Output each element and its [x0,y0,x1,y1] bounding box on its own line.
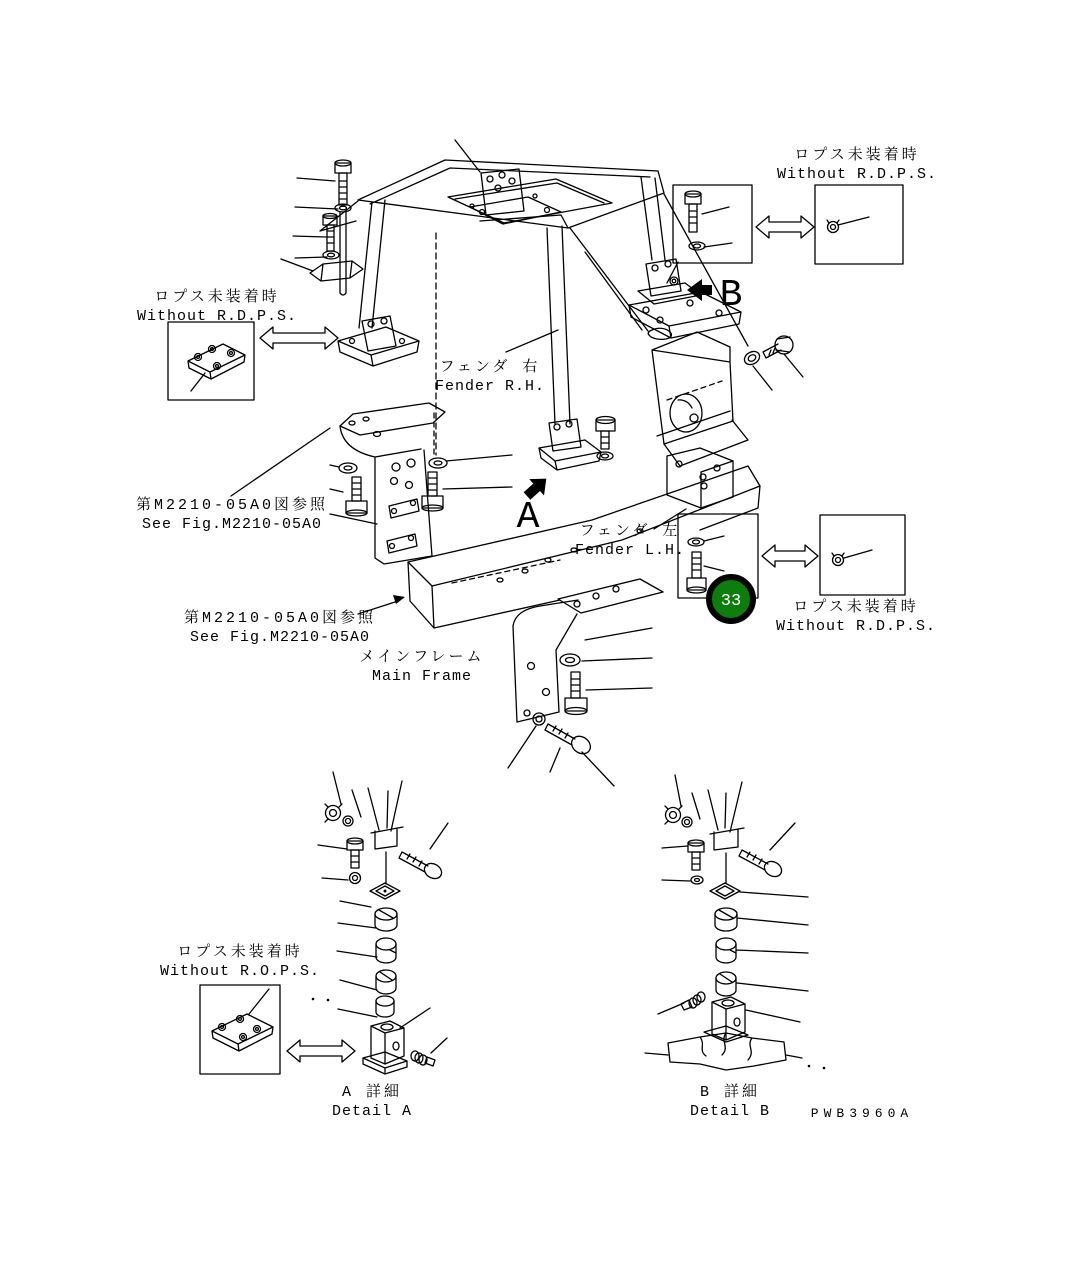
label-jp: B 詳細 [699,1084,761,1101]
view-b-arrow [687,279,712,301]
label-en: See Fig.M2210-05A0 [141,516,323,533]
label-without-rops-right-mid [776,598,936,636]
label-detail-b [690,1083,770,1121]
box-top-right-parts [667,185,752,283]
label-without-rops-left [137,288,297,326]
fender-rh-bracket [330,403,512,564]
fender-rh-mount [338,316,419,366]
label-en: Without R.D.P.S. [136,308,298,325]
double-arrow-bottom-left [287,1040,355,1062]
label-without-rops-bottom-left [160,943,320,981]
label-jp: メインフレーム [359,649,485,666]
double-arrow-right-mid [762,545,818,567]
label-en: Without R.O.P.S. [159,963,321,980]
fender-lh-body [648,328,803,508]
double-arrow-top-right [756,216,814,238]
rops-canopy-frame [320,140,748,455]
label-see-fig-lower [184,609,376,647]
lower-bracket [508,579,663,786]
label-en: Without R.D.P.S. [775,618,937,635]
label-detail-a [332,1083,412,1121]
label-without-rops-top-right [777,146,937,184]
label-main-frame [359,648,484,686]
label-en: Fender R.H. [434,378,546,395]
top-left-hardware [281,160,363,295]
label-jp: ロプス未装着時 [154,289,280,306]
box-right-mid-rdps [820,515,905,595]
label-en: Main Frame [371,668,473,685]
drawing-number: PWB3960A [810,1106,914,1121]
label-fender-lh [575,522,685,560]
box-bottom-left-rops [200,985,280,1074]
label-jp: フェンダ 左 [579,523,681,540]
view-letter-b: B [719,274,743,317]
double-arrow-left [260,327,338,349]
pedestal-mount-a [539,417,615,471]
box-left-rdps [168,322,254,400]
part-badge-33[interactable] [709,577,753,621]
label-jp: ロプス未装着時 [794,147,920,164]
label-see-fig-upper [136,496,328,534]
box-top-right-rdps [815,185,903,264]
label-en: See Fig.M2210-05A0 [189,629,371,646]
label-en: Detail B [689,1103,771,1120]
label-jp: ロプス未装着時 [177,944,303,961]
label-en: Fender L.H. [574,542,686,559]
label-jp: ロプス未装着時 [793,599,919,616]
detail-b-assembly [645,775,825,1070]
label-jp: 第M2210-05A0図参照 [135,497,329,514]
label-jp: A 詳細 [341,1084,403,1101]
label-en: Without R.D.P.S. [776,166,938,183]
detail-a-assembly [312,772,448,1074]
label-fender-rh [435,358,545,396]
label-jp: フェンダ 右 [439,359,541,376]
label-en: Detail A [331,1103,413,1120]
label-jp: 第M2210-05A0図参照 [183,610,377,627]
part-badge-number: 33 [720,592,742,611]
view-letter-a: A [516,496,540,539]
